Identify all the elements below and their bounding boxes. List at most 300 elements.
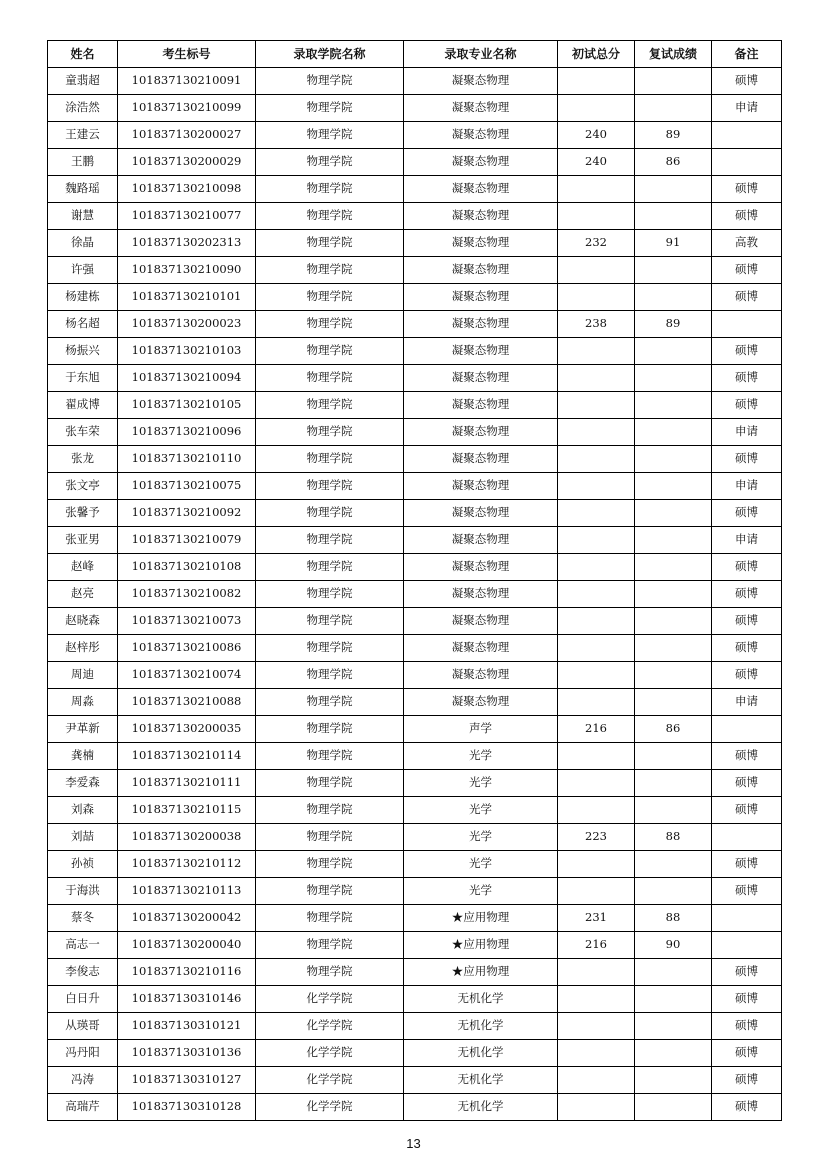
table-row <box>48 1040 782 1067</box>
cell-name: 李爱森 <box>48 770 118 797</box>
cell-retest-score <box>635 878 712 905</box>
cell-retest-score <box>635 770 712 797</box>
cell-initial-score <box>558 743 635 770</box>
cell-retest-score: 86 <box>635 149 712 176</box>
cell-candidate-id: 101837130200023 <box>118 311 256 338</box>
cell-college: 物理学院 <box>256 824 404 851</box>
cell-name: 赵梓彤 <box>48 635 118 662</box>
table-row <box>48 797 782 824</box>
cell-name: 涂浩然 <box>48 95 118 122</box>
cell-major: 凝聚态物理 <box>404 419 558 446</box>
table-row <box>48 311 782 338</box>
cell-name: 于海洪 <box>48 878 118 905</box>
table-row <box>48 203 782 230</box>
cell-name: 许强 <box>48 257 118 284</box>
table-row <box>48 149 782 176</box>
cell-name: 杨名超 <box>48 311 118 338</box>
cell-name: 魏路瑶 <box>48 176 118 203</box>
cell-initial-score <box>558 1067 635 1094</box>
cell-major: 光学 <box>404 743 558 770</box>
cell-initial-score <box>558 851 635 878</box>
cell-college: 物理学院 <box>256 716 404 743</box>
table-row <box>48 257 782 284</box>
cell-name: 于东旭 <box>48 365 118 392</box>
cell-retest-score: 89 <box>635 311 712 338</box>
cell-name: 王建云 <box>48 122 118 149</box>
cell-retest-score <box>635 68 712 95</box>
table-row <box>48 986 782 1013</box>
cell-major: 凝聚态物理 <box>404 365 558 392</box>
cell-major: 凝聚态物理 <box>404 662 558 689</box>
cell-college: 物理学院 <box>256 176 404 203</box>
cell-candidate-id: 101837130200038 <box>118 824 256 851</box>
cell-initial-score: 240 <box>558 122 635 149</box>
cell-candidate-id: 101837130210096 <box>118 419 256 446</box>
cell-retest-score <box>635 446 712 473</box>
cell-major: 凝聚态物理 <box>404 176 558 203</box>
cell-remark: 硕博 <box>712 257 782 284</box>
cell-candidate-id: 101837130210116 <box>118 959 256 986</box>
cell-candidate-id: 101837130210103 <box>118 338 256 365</box>
cell-college: 化学学院 <box>256 1094 404 1121</box>
cell-college: 物理学院 <box>256 527 404 554</box>
cell-remark: 硕博 <box>712 608 782 635</box>
header-initial-score: 初试总分 <box>558 41 635 68</box>
cell-candidate-id: 101837130210073 <box>118 608 256 635</box>
header-candidate-id: 考生标号 <box>118 41 256 68</box>
table-row <box>48 770 782 797</box>
cell-name: 尹革新 <box>48 716 118 743</box>
cell-college: 物理学院 <box>256 608 404 635</box>
cell-retest-score <box>635 284 712 311</box>
cell-initial-score <box>558 500 635 527</box>
cell-remark: 硕博 <box>712 581 782 608</box>
cell-candidate-id: 101837130210075 <box>118 473 256 500</box>
cell-candidate-id: 101837130210079 <box>118 527 256 554</box>
cell-college: 化学学院 <box>256 1067 404 1094</box>
table-row <box>48 68 782 95</box>
cell-initial-score <box>558 392 635 419</box>
cell-retest-score: 91 <box>635 230 712 257</box>
cell-retest-score <box>635 662 712 689</box>
cell-major: 凝聚态物理 <box>404 392 558 419</box>
cell-retest-score <box>635 257 712 284</box>
cell-retest-score <box>635 500 712 527</box>
cell-candidate-id: 101837130210112 <box>118 851 256 878</box>
cell-major: 凝聚态物理 <box>404 230 558 257</box>
cell-name: 李俊志 <box>48 959 118 986</box>
cell-college: 物理学院 <box>256 365 404 392</box>
cell-college: 物理学院 <box>256 473 404 500</box>
cell-initial-score <box>558 581 635 608</box>
cell-candidate-id: 101837130210101 <box>118 284 256 311</box>
cell-remark: 硕博 <box>712 770 782 797</box>
cell-name: 蔡冬 <box>48 905 118 932</box>
cell-candidate-id: 101837130202313 <box>118 230 256 257</box>
cell-candidate-id: 101837130310146 <box>118 986 256 1013</box>
cell-remark <box>712 149 782 176</box>
cell-name: 谢慧 <box>48 203 118 230</box>
cell-candidate-id: 101837130210115 <box>118 797 256 824</box>
cell-initial-score <box>558 473 635 500</box>
cell-name: 徐晶 <box>48 230 118 257</box>
header-row <box>48 41 782 68</box>
cell-initial-score <box>558 662 635 689</box>
table-row <box>48 284 782 311</box>
cell-major: ★应用物理 <box>404 905 558 932</box>
table-row <box>48 500 782 527</box>
cell-candidate-id: 101837130210077 <box>118 203 256 230</box>
cell-remark: 硕博 <box>712 635 782 662</box>
cell-college: 物理学院 <box>256 68 404 95</box>
cell-college: 物理学院 <box>256 851 404 878</box>
cell-remark: 硕博 <box>712 1040 782 1067</box>
cell-college: 物理学院 <box>256 392 404 419</box>
cell-initial-score: 223 <box>558 824 635 851</box>
cell-college: 物理学院 <box>256 581 404 608</box>
cell-name: 张龙 <box>48 446 118 473</box>
cell-major: 凝聚态物理 <box>404 68 558 95</box>
table-row <box>48 662 782 689</box>
table-row <box>48 824 782 851</box>
cell-retest-score <box>635 392 712 419</box>
cell-retest-score <box>635 797 712 824</box>
cell-name: 赵峰 <box>48 554 118 581</box>
cell-candidate-id: 101837130310136 <box>118 1040 256 1067</box>
cell-name: 张文亭 <box>48 473 118 500</box>
cell-remark: 申请 <box>712 527 782 554</box>
cell-retest-score <box>635 743 712 770</box>
cell-retest-score <box>635 338 712 365</box>
cell-candidate-id: 101837130210111 <box>118 770 256 797</box>
cell-initial-score <box>558 959 635 986</box>
cell-candidate-id: 101837130210086 <box>118 635 256 662</box>
header-name: 姓名 <box>48 41 118 68</box>
cell-retest-score <box>635 1067 712 1094</box>
cell-initial-score <box>558 338 635 365</box>
table-row <box>48 176 782 203</box>
cell-retest-score <box>635 203 712 230</box>
cell-initial-score <box>558 878 635 905</box>
cell-name: 从瑛哥 <box>48 1013 118 1040</box>
cell-retest-score <box>635 473 712 500</box>
cell-college: 化学学院 <box>256 1040 404 1067</box>
cell-retest-score <box>635 635 712 662</box>
cell-major: 凝聚态物理 <box>404 149 558 176</box>
cell-retest-score <box>635 527 712 554</box>
cell-candidate-id: 101837130200040 <box>118 932 256 959</box>
table-row <box>48 392 782 419</box>
table-row <box>48 446 782 473</box>
cell-remark <box>712 122 782 149</box>
cell-candidate-id: 101837130210108 <box>118 554 256 581</box>
table-row <box>48 95 782 122</box>
cell-college: 物理学院 <box>256 554 404 581</box>
cell-candidate-id: 101837130210088 <box>118 689 256 716</box>
table-row <box>48 716 782 743</box>
cell-retest-score: 89 <box>635 122 712 149</box>
cell-retest-score <box>635 1094 712 1121</box>
cell-major: ★应用物理 <box>404 959 558 986</box>
cell-college: 物理学院 <box>256 905 404 932</box>
cell-major: ★应用物理 <box>404 932 558 959</box>
cell-major: 凝聚态物理 <box>404 689 558 716</box>
cell-major: 声学 <box>404 716 558 743</box>
cell-name: 刘森 <box>48 797 118 824</box>
cell-remark <box>712 824 782 851</box>
table-row <box>48 689 782 716</box>
cell-college: 物理学院 <box>256 770 404 797</box>
cell-remark: 硕博 <box>712 1094 782 1121</box>
table-row <box>48 338 782 365</box>
cell-remark: 申请 <box>712 95 782 122</box>
cell-major: 凝聚态物理 <box>404 554 558 581</box>
cell-remark: 硕博 <box>712 797 782 824</box>
cell-retest-score: 90 <box>635 932 712 959</box>
cell-major: 无机化学 <box>404 1094 558 1121</box>
cell-candidate-id: 101837130210091 <box>118 68 256 95</box>
cell-name: 赵晓森 <box>48 608 118 635</box>
cell-remark: 高教 <box>712 230 782 257</box>
header-college: 录取学院名称 <box>256 41 404 68</box>
cell-name: 杨振兴 <box>48 338 118 365</box>
cell-candidate-id: 101837130210092 <box>118 500 256 527</box>
cell-name: 冯丹阳 <box>48 1040 118 1067</box>
cell-initial-score <box>558 554 635 581</box>
table-row <box>48 635 782 662</box>
cell-retest-score <box>635 959 712 986</box>
page-number: 13 <box>406 1136 421 1151</box>
cell-major: 凝聚态物理 <box>404 338 558 365</box>
cell-name: 冯涛 <box>48 1067 118 1094</box>
table-header <box>48 41 782 68</box>
cell-name: 刘喆 <box>48 824 118 851</box>
table-row <box>48 851 782 878</box>
cell-initial-score <box>558 257 635 284</box>
cell-remark: 硕博 <box>712 743 782 770</box>
cell-initial-score: 232 <box>558 230 635 257</box>
table-row <box>48 1067 782 1094</box>
cell-candidate-id: 101837130210105 <box>118 392 256 419</box>
cell-initial-score <box>558 446 635 473</box>
cell-name: 孙祯 <box>48 851 118 878</box>
cell-remark: 硕博 <box>712 338 782 365</box>
cell-major: 光学 <box>404 797 558 824</box>
cell-major: 无机化学 <box>404 986 558 1013</box>
cell-college: 物理学院 <box>256 230 404 257</box>
cell-candidate-id: 101837130310127 <box>118 1067 256 1094</box>
cell-remark: 硕博 <box>712 176 782 203</box>
cell-remark: 硕博 <box>712 68 782 95</box>
cell-college: 物理学院 <box>256 635 404 662</box>
cell-retest-score <box>635 95 712 122</box>
cell-name: 高瑞芹 <box>48 1094 118 1121</box>
cell-name: 张馨予 <box>48 500 118 527</box>
table-row <box>48 1013 782 1040</box>
cell-name: 翟成博 <box>48 392 118 419</box>
cell-candidate-id: 101837130200029 <box>118 149 256 176</box>
cell-initial-score <box>558 986 635 1013</box>
table-row <box>48 932 782 959</box>
table-row <box>48 1094 782 1121</box>
cell-college: 物理学院 <box>256 500 404 527</box>
cell-retest-score: 88 <box>635 905 712 932</box>
cell-remark: 硕博 <box>712 1013 782 1040</box>
cell-college: 物理学院 <box>256 743 404 770</box>
cell-college: 物理学院 <box>256 95 404 122</box>
cell-retest-score <box>635 176 712 203</box>
table-row <box>48 743 782 770</box>
cell-initial-score <box>558 635 635 662</box>
table-row <box>48 554 782 581</box>
cell-remark <box>712 905 782 932</box>
cell-college: 物理学院 <box>256 932 404 959</box>
cell-name: 童翡超 <box>48 68 118 95</box>
cell-initial-score <box>558 527 635 554</box>
cell-name: 王鹏 <box>48 149 118 176</box>
cell-candidate-id: 101837130210094 <box>118 365 256 392</box>
cell-remark: 硕博 <box>712 284 782 311</box>
table-row <box>48 905 782 932</box>
cell-remark: 硕博 <box>712 878 782 905</box>
table-row <box>48 878 782 905</box>
cell-major: 凝聚态物理 <box>404 527 558 554</box>
cell-major: 无机化学 <box>404 1040 558 1067</box>
cell-college: 物理学院 <box>256 338 404 365</box>
cell-initial-score <box>558 797 635 824</box>
cell-college: 物理学院 <box>256 122 404 149</box>
cell-name: 白日升 <box>48 986 118 1013</box>
cell-name: 张亚男 <box>48 527 118 554</box>
cell-remark <box>712 932 782 959</box>
cell-candidate-id: 101837130200027 <box>118 122 256 149</box>
cell-college: 物理学院 <box>256 419 404 446</box>
cell-major: 凝聚态物理 <box>404 500 558 527</box>
cell-major: 光学 <box>404 851 558 878</box>
cell-initial-score <box>558 68 635 95</box>
cell-college: 化学学院 <box>256 986 404 1013</box>
cell-retest-score <box>635 986 712 1013</box>
cell-candidate-id: 101837130210110 <box>118 446 256 473</box>
cell-remark <box>712 311 782 338</box>
cell-name: 周淼 <box>48 689 118 716</box>
cell-candidate-id: 101837130210090 <box>118 257 256 284</box>
cell-college: 物理学院 <box>256 284 404 311</box>
cell-initial-score <box>558 95 635 122</box>
cell-remark: 申请 <box>712 473 782 500</box>
cell-candidate-id: 101837130210099 <box>118 95 256 122</box>
cell-initial-score <box>558 1094 635 1121</box>
cell-candidate-id: 101837130210113 <box>118 878 256 905</box>
cell-initial-score: 216 <box>558 932 635 959</box>
cell-retest-score <box>635 608 712 635</box>
cell-major: 凝聚态物理 <box>404 311 558 338</box>
cell-college: 物理学院 <box>256 878 404 905</box>
cell-college: 物理学院 <box>256 311 404 338</box>
cell-name: 赵亮 <box>48 581 118 608</box>
cell-major: 光学 <box>404 770 558 797</box>
cell-remark: 硕博 <box>712 986 782 1013</box>
cell-remark <box>712 716 782 743</box>
cell-college: 物理学院 <box>256 257 404 284</box>
table-row <box>48 365 782 392</box>
cell-remark: 硕博 <box>712 500 782 527</box>
cell-major: 凝聚态物理 <box>404 446 558 473</box>
cell-retest-score <box>635 554 712 581</box>
cell-initial-score: 238 <box>558 311 635 338</box>
cell-initial-score <box>558 419 635 446</box>
table-row <box>48 122 782 149</box>
cell-initial-score <box>558 1040 635 1067</box>
cell-retest-score <box>635 581 712 608</box>
header-major: 录取专业名称 <box>404 41 558 68</box>
cell-remark: 申请 <box>712 689 782 716</box>
table-row <box>48 473 782 500</box>
cell-remark: 硕博 <box>712 446 782 473</box>
cell-retest-score: 86 <box>635 716 712 743</box>
cell-remark: 硕博 <box>712 959 782 986</box>
cell-name: 周迪 <box>48 662 118 689</box>
table-row <box>48 608 782 635</box>
cell-major: 凝聚态物理 <box>404 122 558 149</box>
cell-retest-score <box>635 365 712 392</box>
cell-major: 凝聚态物理 <box>404 581 558 608</box>
cell-college: 物理学院 <box>256 959 404 986</box>
cell-major: 凝聚态物理 <box>404 95 558 122</box>
cell-college: 物理学院 <box>256 149 404 176</box>
table-row <box>48 581 782 608</box>
table-row <box>48 527 782 554</box>
cell-initial-score <box>558 770 635 797</box>
cell-retest-score <box>635 689 712 716</box>
cell-major: 无机化学 <box>404 1067 558 1094</box>
cell-initial-score <box>558 176 635 203</box>
cell-major: 凝聚态物理 <box>404 257 558 284</box>
table-row <box>48 419 782 446</box>
cell-initial-score <box>558 689 635 716</box>
cell-major: 无机化学 <box>404 1013 558 1040</box>
table-row <box>48 959 782 986</box>
cell-candidate-id: 101837130210098 <box>118 176 256 203</box>
cell-retest-score <box>635 1040 712 1067</box>
cell-name: 张车荣 <box>48 419 118 446</box>
cell-major: 光学 <box>404 878 558 905</box>
cell-candidate-id: 101837130210114 <box>118 743 256 770</box>
cell-candidate-id: 101837130210082 <box>118 581 256 608</box>
cell-initial-score: 240 <box>558 149 635 176</box>
header-remark: 备注 <box>712 41 782 68</box>
cell-major: 凝聚态物理 <box>404 608 558 635</box>
cell-remark: 硕博 <box>712 392 782 419</box>
cell-retest-score <box>635 1013 712 1040</box>
cell-remark: 硕博 <box>712 365 782 392</box>
cell-candidate-id: 101837130200035 <box>118 716 256 743</box>
table-body <box>48 68 782 1121</box>
cell-initial-score: 231 <box>558 905 635 932</box>
cell-retest-score <box>635 419 712 446</box>
cell-college: 物理学院 <box>256 662 404 689</box>
cell-initial-score <box>558 284 635 311</box>
cell-initial-score <box>558 1013 635 1040</box>
cell-major: 光学 <box>404 824 558 851</box>
cell-name: 高志一 <box>48 932 118 959</box>
cell-remark: 硕博 <box>712 554 782 581</box>
admission-table <box>47 40 782 1121</box>
cell-initial-score: 216 <box>558 716 635 743</box>
cell-college: 物理学院 <box>256 446 404 473</box>
cell-remark: 硕博 <box>712 1067 782 1094</box>
cell-college: 化学学院 <box>256 1013 404 1040</box>
